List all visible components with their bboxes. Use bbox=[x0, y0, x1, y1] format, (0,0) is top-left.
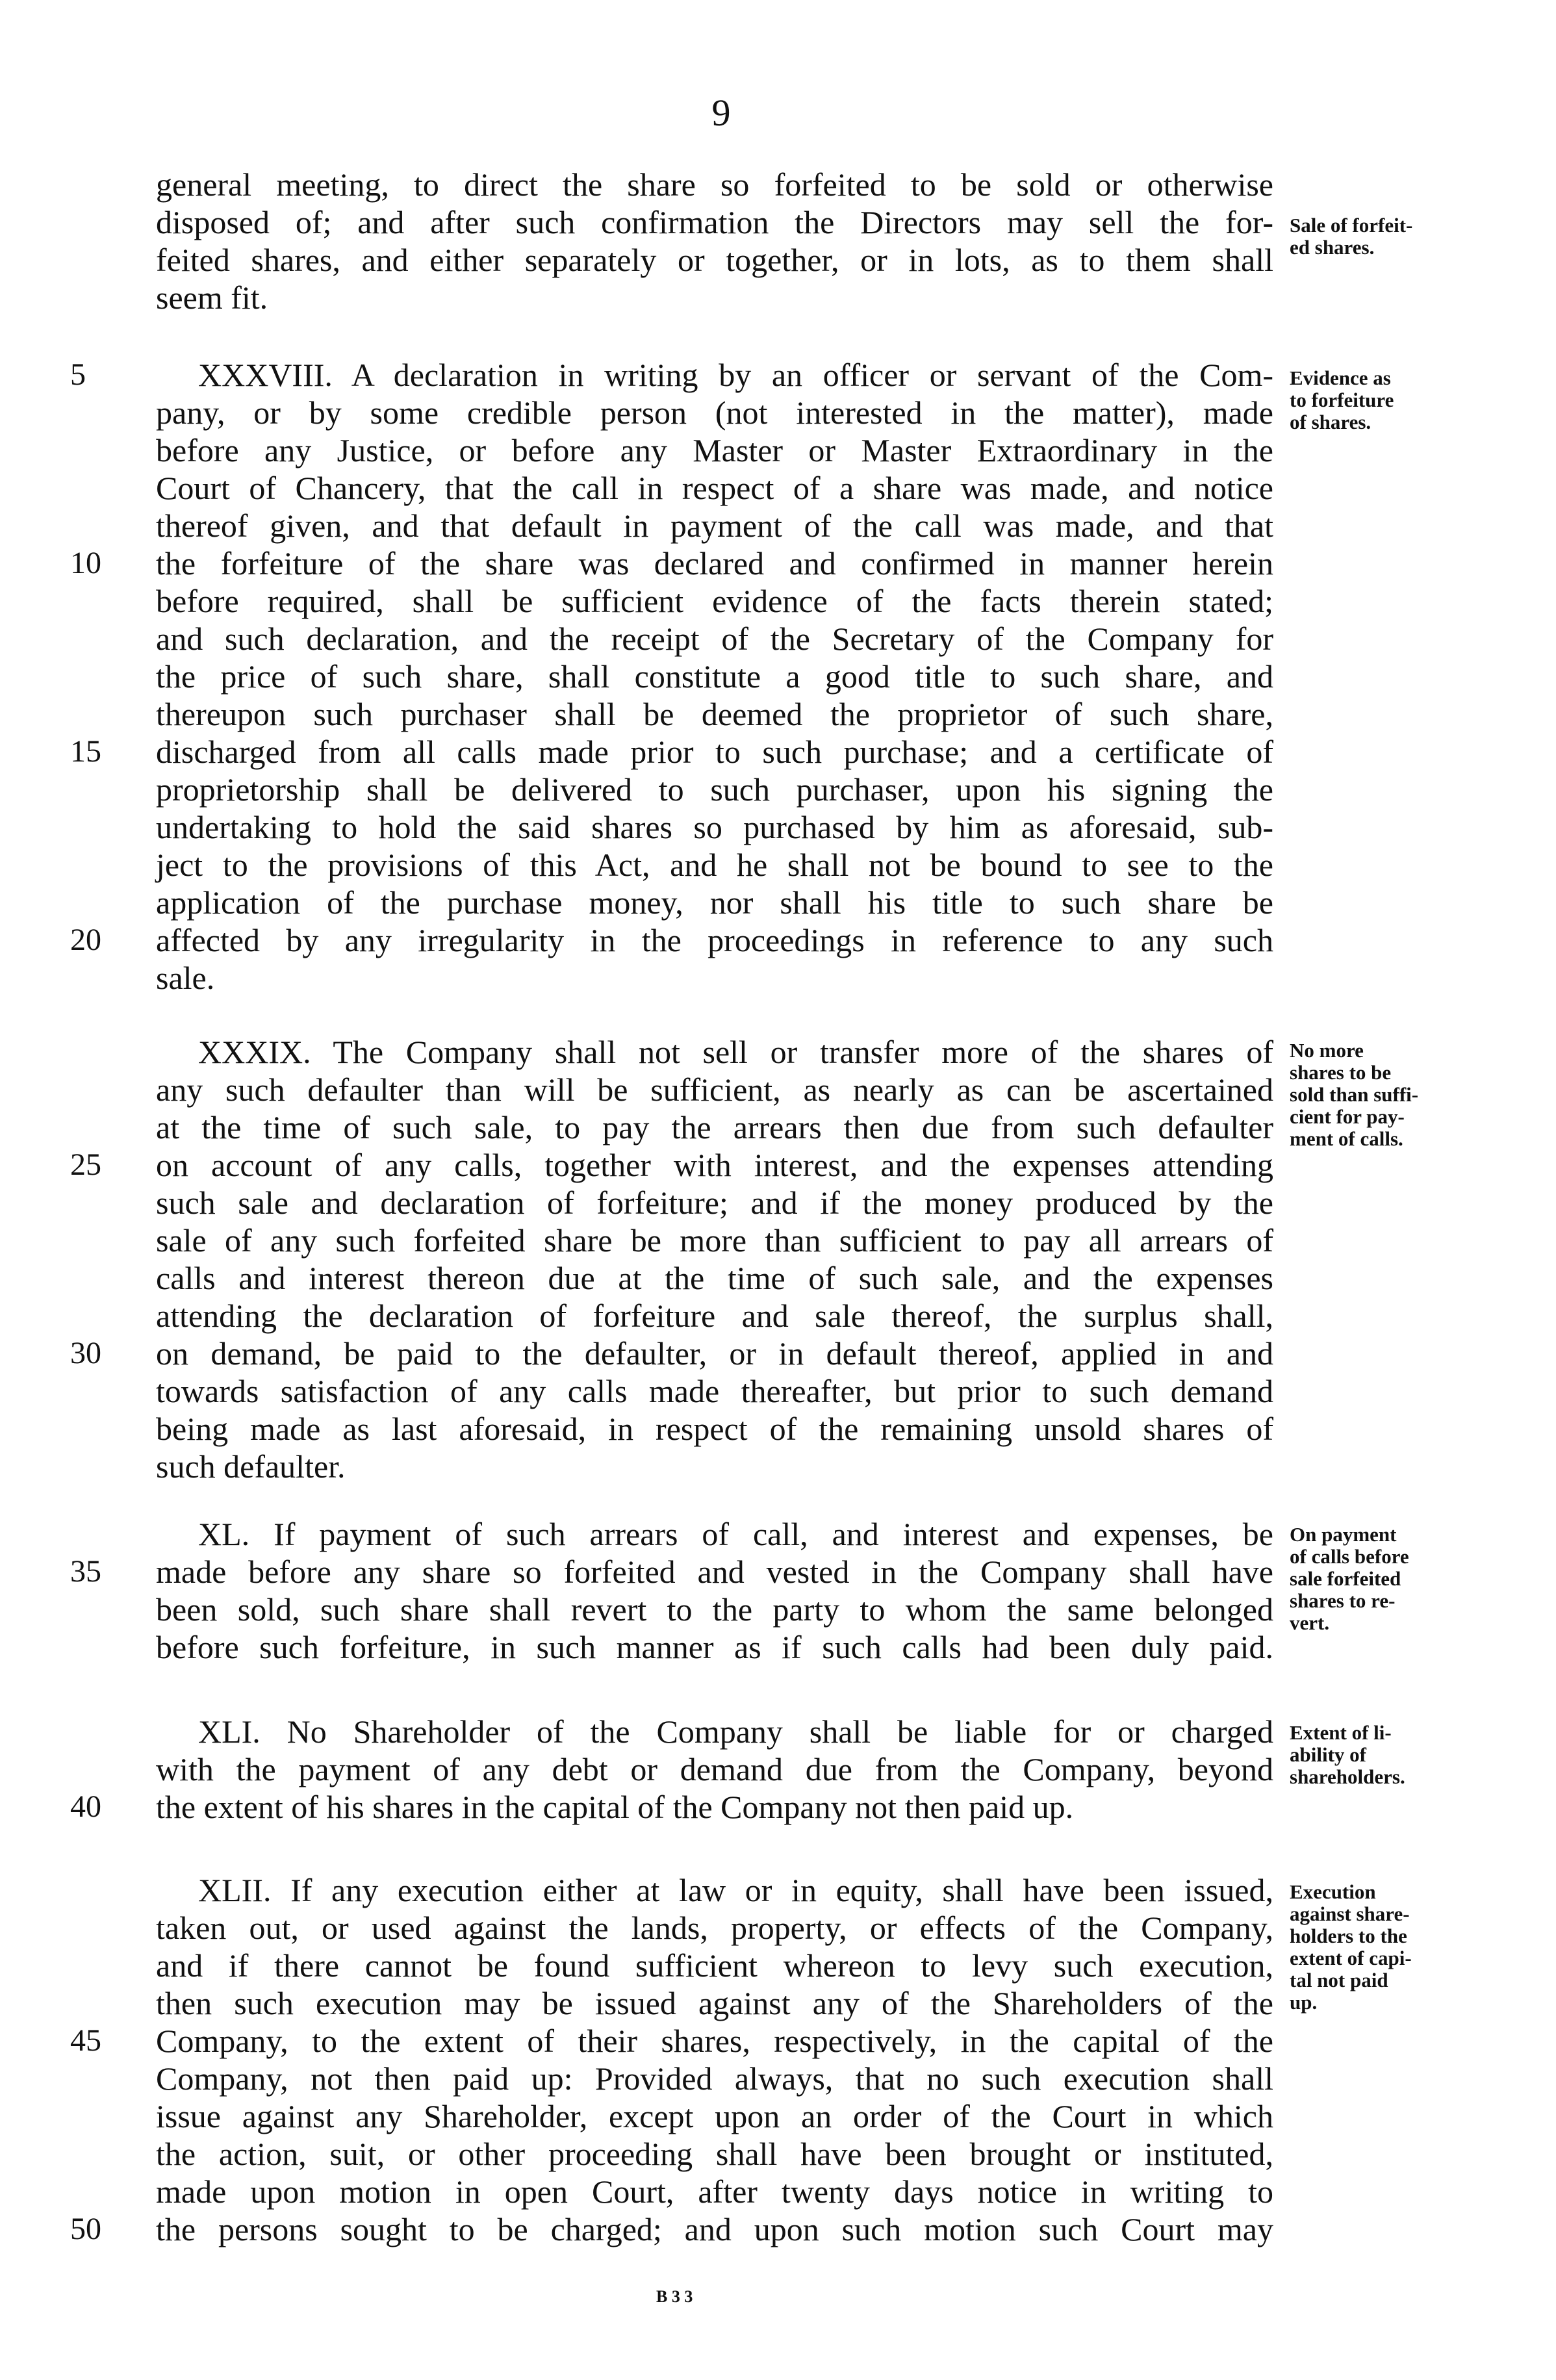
margin-note-line: shareholders. bbox=[1290, 1765, 1405, 1788]
text-line: seem fit. bbox=[156, 279, 268, 316]
line-number: 35 bbox=[70, 1554, 101, 1589]
margin-note-line: ability of bbox=[1290, 1743, 1366, 1766]
margin-note-line: ed shares. bbox=[1290, 236, 1375, 259]
line-number: 30 bbox=[70, 1336, 101, 1370]
margin-note-line: ment of calls. bbox=[1290, 1127, 1403, 1150]
text-line: before required, shall be sufficient evidence of the facts therein stated; bbox=[156, 583, 1273, 619]
text-line: the forfeiture of the share was declared and confirmed in manner herein bbox=[156, 545, 1273, 582]
signature-mark: B 3 3 bbox=[656, 2287, 693, 2306]
text-line: attending the declaration of forfeiture and sale thereof, the surplus shall, bbox=[156, 1298, 1273, 1334]
margin-note-line: No more bbox=[1290, 1039, 1364, 1062]
margin-note-line: sold than suffi- bbox=[1290, 1083, 1419, 1106]
text-line: been sold, such share shall revert to the party to whom the same belonged bbox=[156, 1591, 1273, 1628]
margin-note-execution bbox=[1290, 1881, 1550, 2014]
text-line: feited shares, and either separately or together, or in lots, as to them shall bbox=[156, 242, 1273, 278]
page-number: 9 bbox=[711, 92, 731, 134]
text-line: ject to the provisions of this Act, and he shall not be bound to see to the bbox=[156, 847, 1273, 883]
text-line: made upon motion in open Court, after twenty days notice in writing to bbox=[156, 2173, 1273, 2210]
text-line: the price of such share, shall constitute a good title to such share, and bbox=[156, 658, 1273, 695]
margin-note-no-more bbox=[1290, 1040, 1550, 1150]
text-line: made before any share so forfeited and vested in the Company shall have bbox=[156, 1554, 1273, 1590]
line-number: 5 bbox=[70, 357, 86, 392]
text-line: such sale and declaration of forfeiture; and if the money produced by the bbox=[156, 1184, 1273, 1221]
margin-note-line: shares to be bbox=[1290, 1061, 1392, 1084]
text-line: such defaulter. bbox=[156, 1448, 346, 1485]
margin-note-line: tal not paid bbox=[1290, 1969, 1388, 1991]
margin-note-line: against share- bbox=[1290, 1902, 1410, 1925]
text-line: sale. bbox=[156, 960, 215, 996]
text-line: the extent of his shares in the capital of the Company not then paid up. bbox=[156, 1789, 1074, 1825]
text-line: proprietorship shall be delivered to such purchaser, upon his signing the bbox=[156, 771, 1273, 808]
text-line: and if there cannot be found sufficient whereon to levy such execution, bbox=[156, 1947, 1273, 1984]
text-line: before such forfeiture, in such manner as if such calls had been duly paid. bbox=[156, 1629, 1273, 1665]
text-line: the action, suit, or other proceeding shall have been brought or instituted, bbox=[156, 2136, 1273, 2172]
text-line: Court of Chancery, that the call in respect of a share was made, and notice bbox=[156, 470, 1273, 506]
text-line: before any Justice, or before any Master or Master Extraordinary in the bbox=[156, 432, 1273, 468]
section-heading-line: XLI. No Shareholder of the Company shall be liable for or charged bbox=[198, 1713, 1273, 1750]
text-line: any such defaulter than will be sufficient, as nearly as can be ascertained bbox=[156, 1071, 1273, 1108]
margin-note-line: up. bbox=[1290, 1991, 1318, 2014]
text-line: issue against any Shareholder, except upon an order of the Court in which bbox=[156, 2098, 1273, 2134]
margin-note-line: Evidence as bbox=[1290, 366, 1391, 389]
text-line: affected by any irregularity in the proceedings in reference to any such bbox=[156, 922, 1273, 958]
text-line: sale of any such forfeited share be more than sufficient to pay all arrears of bbox=[156, 1222, 1273, 1259]
section-heading-line: XXXVIII. A declaration in writing by an officer or servant of the Com- bbox=[198, 357, 1273, 393]
margin-note-extent bbox=[1290, 1722, 1550, 1788]
margin-note-line: extent of capi- bbox=[1290, 1947, 1412, 1969]
margin-note-line: Extent of li- bbox=[1290, 1721, 1392, 1744]
text-line: pany, or by some credible person (not interested in the matter), made bbox=[156, 394, 1273, 431]
text-line: and such declaration, and the receipt of the Secretary of the Company for bbox=[156, 621, 1273, 657]
line-number: 50 bbox=[70, 2212, 101, 2246]
text-line: with the payment of any debt or demand due from the Company, beyond bbox=[156, 1751, 1273, 1787]
margin-note-line: shares to re- bbox=[1290, 1589, 1396, 1612]
margin-note-line: vert. bbox=[1290, 1611, 1330, 1634]
text-line: undertaking to hold the said shares so purchased by him as aforesaid, sub- bbox=[156, 809, 1273, 845]
text-line: towards satisfaction of any calls made thereafter, but prior to such demand bbox=[156, 1373, 1273, 1409]
text-line: Company, not then paid up: Provided always, that no such execution shall bbox=[156, 2060, 1273, 2097]
line-number: 40 bbox=[70, 1789, 101, 1824]
text-line: taken out, or used against the lands, property, or effects of the Company, bbox=[156, 1910, 1273, 1946]
margin-note-line: of calls before bbox=[1290, 1545, 1409, 1568]
section-heading-line: XLII. If any execution either at law or in equity, shall have been issued, bbox=[198, 1872, 1273, 1908]
text-line: the persons sought to be charged; and upon such motion such Court may bbox=[156, 2211, 1273, 2247]
text-line: on demand, be paid to the defaulter, or in default thereof, applied in and bbox=[156, 1335, 1273, 1372]
text-line: on account of any calls, together with interest, and the expenses attending bbox=[156, 1147, 1273, 1183]
section-heading-line: XL. If payment of such arrears of call, and interest and expenses, be bbox=[198, 1516, 1273, 1552]
text-line: general meeting, to direct the share so forfeited to be sold or otherwise bbox=[156, 166, 1273, 203]
margin-note-line: to forfeiture bbox=[1290, 389, 1394, 411]
margin-note-line: Sale of forfeit- bbox=[1290, 214, 1413, 237]
text-line: application of the purchase money, nor shall his title to such share be bbox=[156, 884, 1273, 921]
margin-note-line: holders to the bbox=[1290, 1925, 1407, 1947]
line-number: 45 bbox=[70, 2023, 101, 2058]
line-number: 10 bbox=[70, 546, 101, 580]
text-line: at the time of such sale, to pay the arrears then due from such defaulter bbox=[156, 1109, 1273, 1145]
text-line: calls and interest thereon due at the time of such sale, and the expenses bbox=[156, 1260, 1273, 1296]
text-line: being made as last aforesaid, in respect of the remaining unsold shares of bbox=[156, 1411, 1273, 1447]
text-line: discharged from all calls made prior to such purchase; and a certificate of bbox=[156, 734, 1273, 770]
text-line: Company, to the extent of their shares, respectively, in the capital of the bbox=[156, 2023, 1273, 2059]
margin-note-line: Execution bbox=[1290, 1880, 1376, 1903]
margin-note-line: sale forfeited bbox=[1290, 1567, 1401, 1590]
margin-note-on-payment bbox=[1290, 1524, 1550, 1634]
text-line: then such execution may be issued against any of the Shareholders of the bbox=[156, 1985, 1273, 2021]
margin-note-line: On payment bbox=[1290, 1523, 1397, 1546]
margin-note-sale-forfeited bbox=[1290, 214, 1550, 259]
margin-note-line: of shares. bbox=[1290, 411, 1371, 433]
line-number: 20 bbox=[70, 923, 101, 957]
margin-note-evidence bbox=[1290, 367, 1550, 433]
line-number: 25 bbox=[70, 1147, 101, 1182]
text-line: disposed of; and after such confirmation the Directors may sell the for- bbox=[156, 204, 1273, 240]
text-line: thereof given, and that default in payment of the call was made, and that bbox=[156, 507, 1273, 544]
line-number: 15 bbox=[70, 734, 101, 769]
section-heading-line: XXXIX. The Company shall not sell or transfer more of the shares of bbox=[198, 1034, 1273, 1070]
text-line: thereupon such purchaser shall be deemed the proprietor of such share, bbox=[156, 696, 1273, 732]
margin-note-line: cient for pay- bbox=[1290, 1105, 1405, 1128]
